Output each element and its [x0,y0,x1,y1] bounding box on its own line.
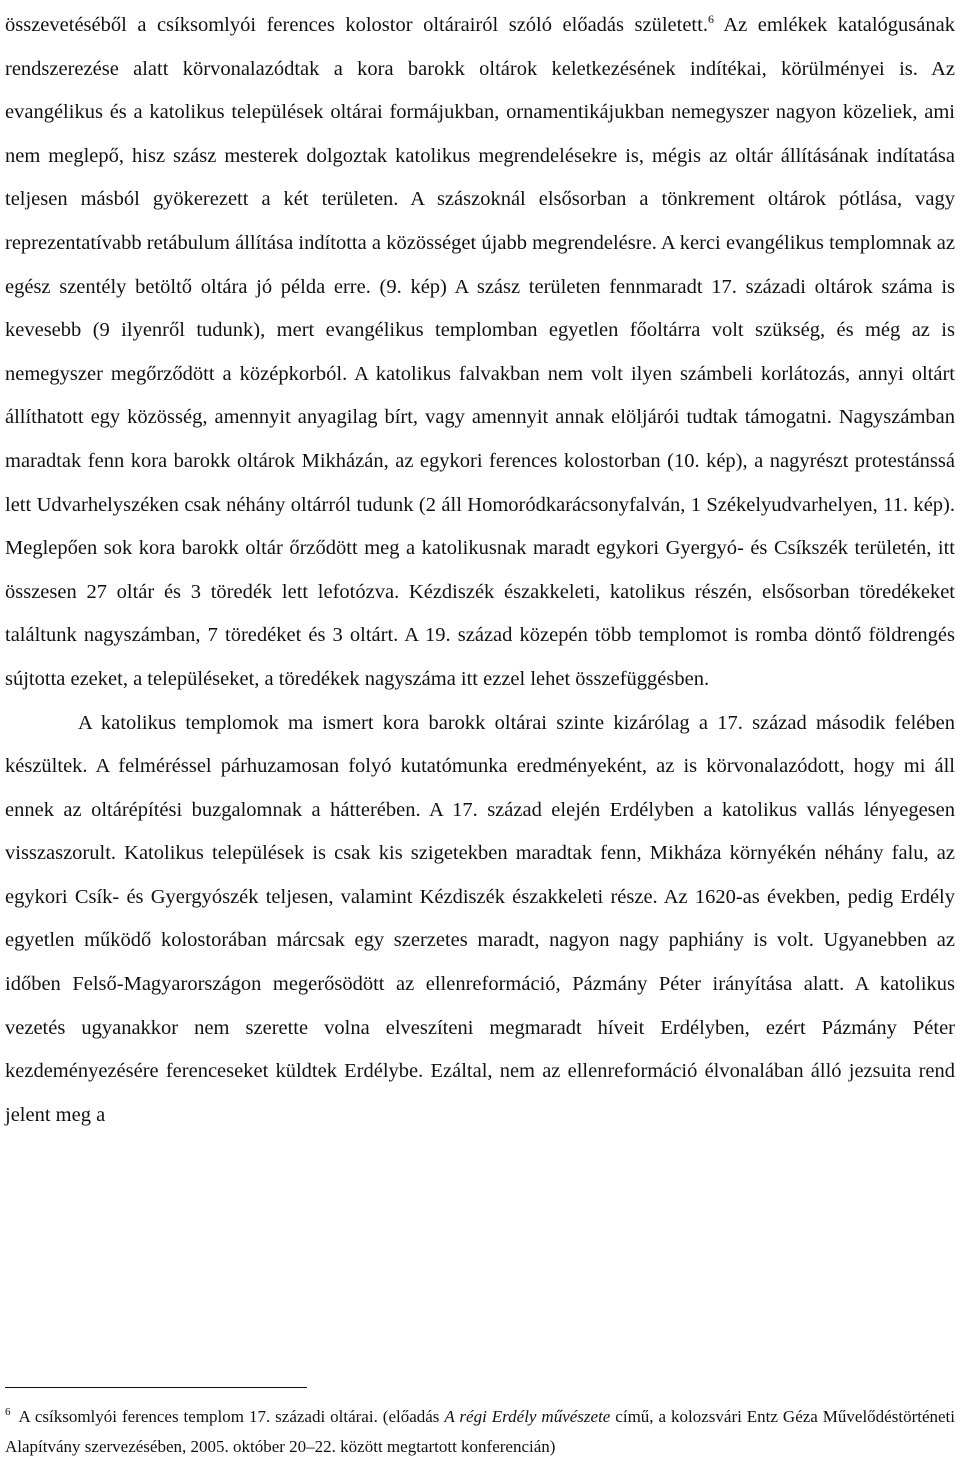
footnote-text-before: A csíksomlyói ferences templom 17. századi oltárai. (előadás [14,1407,445,1426]
paragraph-1 [5,4,955,702]
paragraph-1-part-b: Az emlékek katalógusának rendszerezése alatt körvonalazódtak a kora barokk oltárok keletkezésének indítékai, körülményei is. Az evangélikus és a katolikus települések oltárai formájukban, ornamentikájukban nemegyszer nagyon közeliek, ami nem meglepő, hisz szász mesterek dolgoztak katolikus megrendelésekre is, mégis az oltár állításának indítatása teljesen másból gyökerezett a két területen. A szászoknál elsősorban a tönkrement oltárok pótlása, vagy reprezentatívabb retábulum állítása indította a közösséget újabb megrendelésre. A kerci evangélikus templomnak az egész szentély betöltő oltára jó példa erre. (9. kép) A szász területen fennmaradt 17. századi oltárok száma is kevesebb (9 ilyenről tudunk), mert evangélikus templomban egyetlen főoltárra volt szükség, és még az is nemegyszer megőrződött a középkorból. A katolikus falvakban nem volt ilyen számbeli korlátozás, annyi oltárt állíthatott egy közösség, amennyit anyagilag bírt, vagy amennyit annak elöljárói tudtak támogatni. Nagyszámban maradtak fenn kora barokk oltárok Mikházán, az egykori ferences kolostorban (10. kép), a nagyrészt protestánssá lett Udvarhelyszéken csak néhány oltárról tudunk (2 áll Homoródkarácsonyfalván, 1 Székelyudvarhelyen, 11. kép). Meglepően sok kora barokk oltár őrződött meg a katolikusnak maradt egykori Gyergyó- és Csíkszék területén, itt összesen 27 oltár és 3 töredék lett lefotózva. Kézdiszék északkeleti, katolikus részén, elsősorban töredékeket találtunk nagyszámban, 7 töredéket és 3 oltárt. A 19. század közepén több templomot is romba döntő földrengés sújtotta ezeket, a településeket, a töredékek nagyszáma itt ezzel lehet összefüggésben. [5,14,955,690]
footnote-text-after: című, a kolozsvári Entz Géza Művelődéstörténeti Alapítvány szervezésében, 2005. október 20–22. között megtartott konferencián) [5,1407,955,1456]
footnote-italic-title: A régi Erdély művészete [444,1407,611,1426]
main-text [5,0,955,1137]
footnote-reference[interactable]: 6 [707,12,714,27]
footnote-number: 6 [5,1406,11,1419]
paragraph-2: A katolikus templomok ma ismert kora barokk oltárai szinte kizárólag a 17. század második felében készültek. A felméréssel párhuzamosan folyó kutatómunka eredményeként, az is körvonalazódott, hogy mi áll ennek az oltárépítési buzgalomnak a hátterében. A 17. század elején Erdélyben a katolikus vallás lényegesen visszaszorult. Katolikus települések is csak kis szigetekben maradtak fenn, Mikháza környékén néhány falu, az egykori Csík- és Gyergyószék teljesen, valamint Kézdiszék északkeleti része. Az 1620-as években, pedig Erdély egyetlen működő kolostorában márcsak egy szerzetes maradt, nagyon nagy paphiány is volt. Ugyanebben az időben Felső-Magyarországon megerősödött az ellenreformáció, Pázmány Péter irányítása alatt. A katolikus vezetés ugyanakkor nem szerette volna elveszíteni megmaradt híveit Erdélyben, ezért Pázmány Péter kezdeményezésére ferenceseket küldtek Erdélybe. Ezáltal, nem az ellenreformáció élvonalában álló jezsuita rend jelent meg a [5,711,955,1126]
footnote-6 [5,1402,955,1462]
paragraph-1-part-a: összevetéséből a csíksomlyói ferences kolostor oltárairól szóló előadás született. [5,14,708,36]
footnote-separator [5,1387,307,1388]
document-page [5,0,955,1137]
